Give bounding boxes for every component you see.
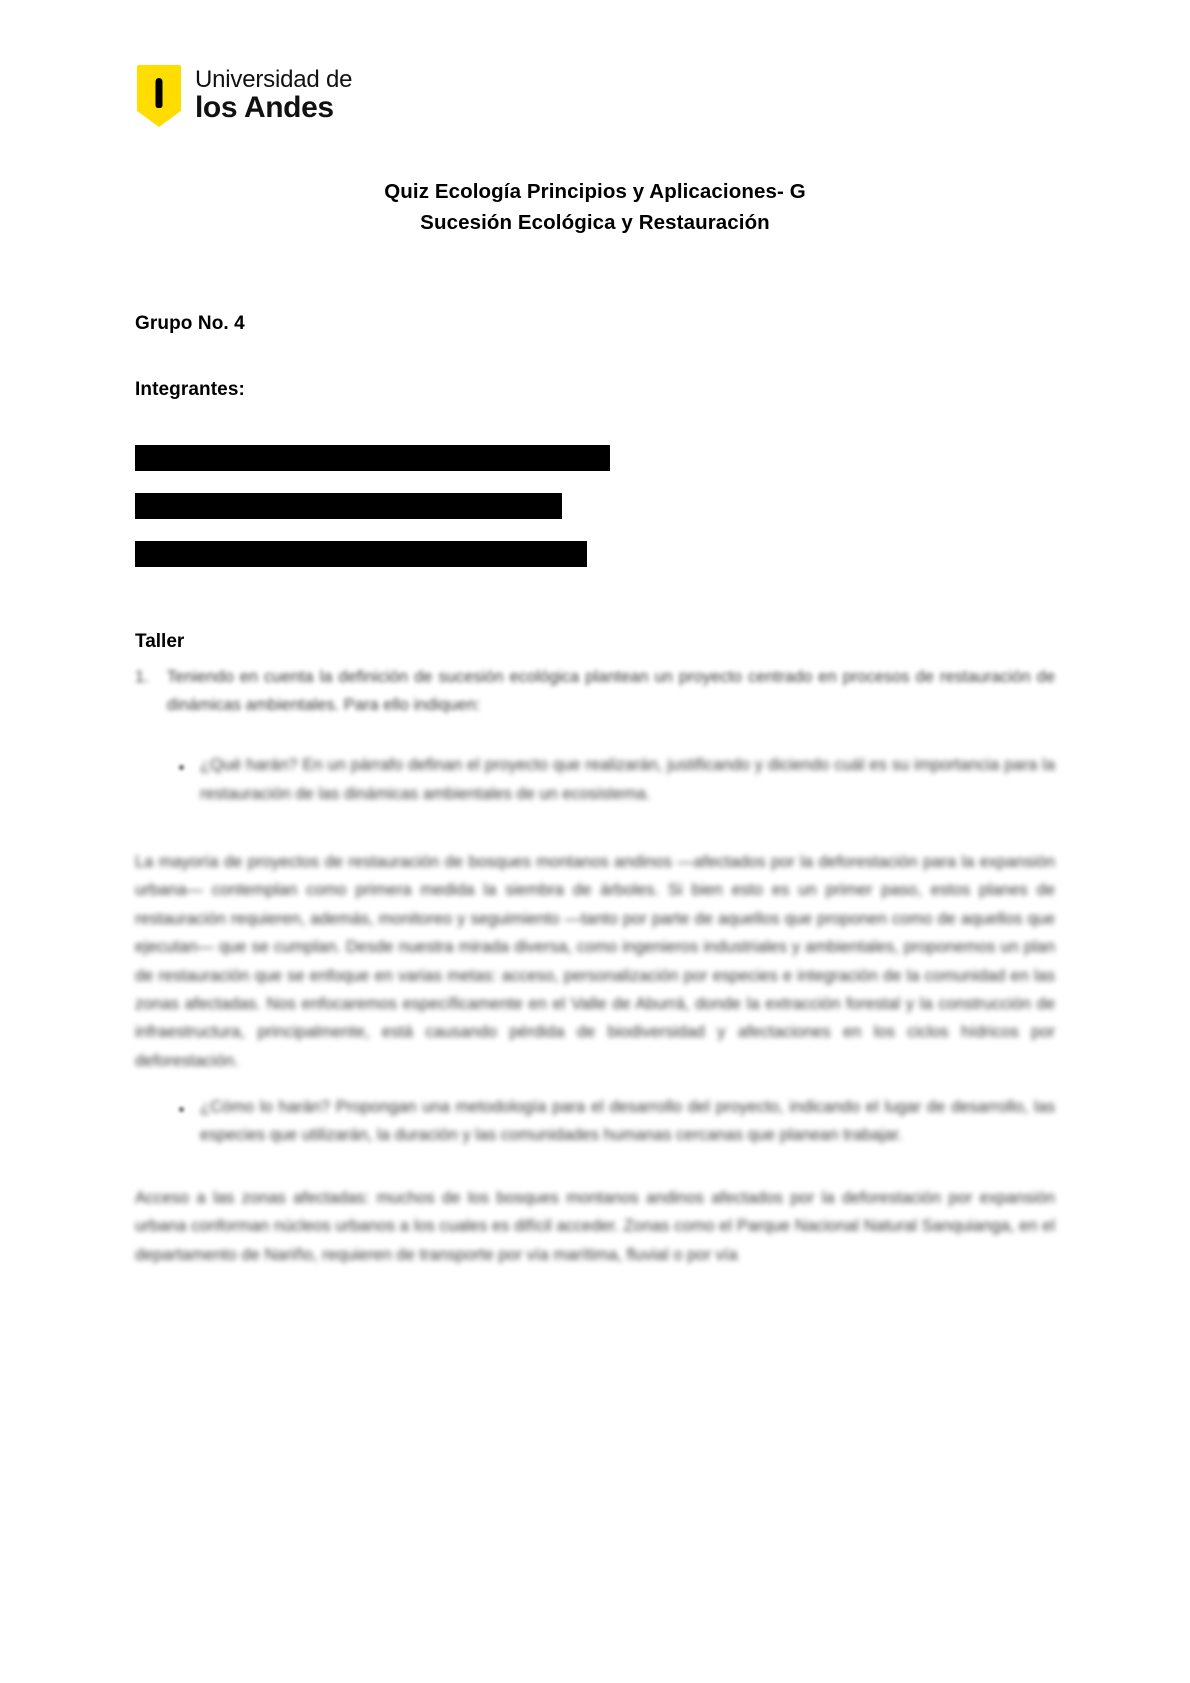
page-title-line-2: Sucesión Ecológica y Restauración	[420, 210, 770, 234]
answer-2	[135, 1184, 1055, 1269]
section-heading-taller: Taller	[135, 630, 185, 652]
page-title	[135, 177, 1055, 239]
redacted-members-list	[135, 445, 1055, 567]
question-1b-text: ¿Cómo lo harán? Propongan una metodología para el desarrollo del proyecto, indicando el lugar de desarrollo, las especies que utilizarán, la duración y las comunidades humanas cercanas que planean trabajar.	[200, 1098, 1055, 1145]
question-1-number: 1.	[135, 667, 149, 686]
question-1-text: Teniendo en cuenta la definición de sucesión ecológica plantean un proyecto centrado en procesos de restauración de dinámicas ambientales. Para ello indiquen:	[166, 667, 1055, 714]
question-1	[135, 663, 1055, 734]
page-title-line-1: Quiz Ecología Principios y Aplicaciones- G	[384, 180, 806, 203]
logo-line-2: los Andes	[195, 91, 334, 125]
university-logo	[137, 63, 1055, 129]
document-meta	[135, 313, 1055, 401]
question-1a	[179, 751, 1055, 822]
answer-1	[135, 848, 1055, 1075]
answer-1-text: La mayoría de proyectos de restauración de bosques montanos andinos —afectados por la deforestación para la expansión urbana— contemplan como primera medida la siembra de árboles. Si bien esto es un primer paso, estos planes de restauración requieren, además, monitoreo y seguimiento —tanto por parte de aquellos que proponen como de aquellos que ejecutan— que se cumplan. Desde nuestra mirada diversa, como ingenieros industriales y ambientales, proponemos un plan de restauración que se enfoque en varias metas: acceso, personalización por especies e integración de la comunidad en las zonas afectadas. Nos enfocaremos específicamente en el Valle de Aburrá, donde la extracción forestal y la construcción de infraestructura, principalmente, está causando pérdida de biodiversidad y afectaciones en los ciclos hídricos por deforestación.	[135, 853, 1055, 1070]
members-label: Integrantes:	[135, 378, 245, 400]
shield-icon	[137, 65, 181, 127]
redacted-name-1	[135, 445, 610, 471]
bullet-icon	[179, 765, 184, 770]
redacted-name-2	[135, 493, 562, 519]
question-1b	[179, 1093, 1055, 1164]
bullet-icon	[179, 1107, 184, 1112]
answer-2-text: Acceso a las zonas afectadas: muchos de los bosques montanos andinos afectados por la deforestación por expansión urbana conforman núcleos urbanos a los cuales es difícil acceder. Zonas como el Parque Nacional Natural Sanquianga, en el departamento de Nariño, requieren de transporte por vía marítima, fluvial o por vía	[135, 1188, 1055, 1264]
group-label: Grupo No. 4	[135, 312, 245, 334]
redacted-name-3	[135, 541, 587, 567]
logo-wordmark	[195, 65, 353, 125]
question-1a-text: ¿Qué harán? En un párrafo definan el proyecto que realizarán, justificando y diciendo cuál es su importancia para la restauración de las dinámicas ambientales de un ecosistema.	[200, 756, 1055, 803]
logo-line-1: Universidad de	[195, 65, 353, 93]
